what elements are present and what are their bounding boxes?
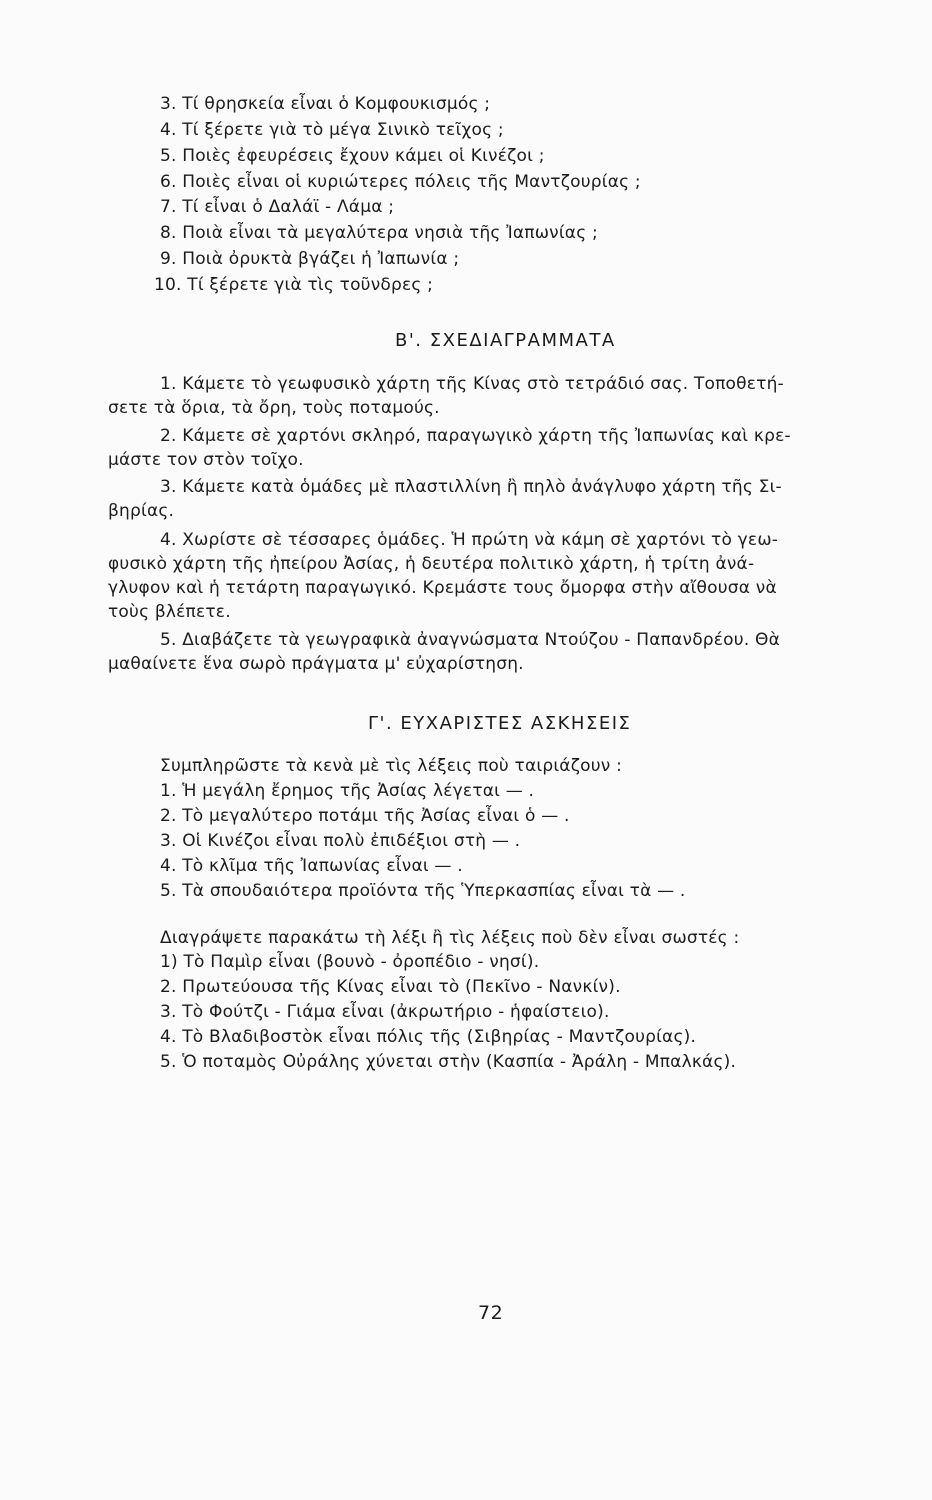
- fill-item-5: 5. Τὰ σπουδαιότερα προϊόντα τῆς Ὑπερκασπίας εἶναι τὰ — .: [160, 881, 686, 901]
- section-b-line-7: 4. Χωρίστε σὲ τέσσαρες ὁμάδες. Ἡ πρώτη νὰ κάμη σὲ χαρτόνι τὸ γεω-: [160, 530, 779, 550]
- cross-item-3: 3. Τὸ Φούτζι - Γιάμα εἶναι (ἀκρωτήριο - ἡφαίστειο).: [160, 1002, 610, 1022]
- fill-item-4: 4. Τὸ κλῖμα τῆς Ἰαπωνίας εἶναι — .: [160, 856, 463, 876]
- section-b-line-11: 5. Διαβάζετε τὰ γεωγραφικὰ ἀναγνώσματα Ντούζου - Παπανδρέου. Θὰ: [160, 630, 781, 650]
- fill-item-2: 2. Τὸ μεγαλύτερο ποτάμι τῆς Ἀσίας εἶναι ὁ — .: [160, 806, 570, 826]
- section-b-line-10: τοὺς βλέπετε.: [108, 602, 231, 622]
- question-4: 4. Τί ξέρετε γιὰ τὸ μέγα Σινικὸ τεῖχος ;: [160, 120, 504, 140]
- section-b-line-12: μαθαίνετε ἕνα σωρὸ πράγματα μ' εὐχαρίστηση.: [108, 654, 524, 674]
- cross-item-1: 1) Τὸ Παμὶρ εἶναι (βουνὸ - ὀροπέδιο - νησί).: [160, 952, 540, 972]
- cross-item-5: 5. Ὁ ποταμὸς Οὐράλης χύνεται στὴν (Κασπία - Ἀράλη - Μπαλκάς).: [160, 1052, 737, 1072]
- section-b-line-3: 2. Κάμετε σὲ χαρτόνι σκληρό, παραγωγικὸ χάρτη τῆς Ἰαπωνίας καὶ κρε-: [160, 426, 791, 446]
- section-b-line-8: φυσικὸ χάρτη τῆς ἠπείρου Ἀσίας, ἡ δευτέρα πολιτικὸ χάρτη, ἡ τρίτη ἀνά-: [108, 554, 755, 574]
- section-b-line-9: γλυφον καὶ ἡ τετάρτη παραγωγικό. Κρεμάστε τους ὄμορφα στὴν αἴθουσα νὰ: [108, 578, 777, 598]
- section-b-line-5: 3. Κάμετε κατὰ ὁμάδες μὲ πλαστιλλίνη ἢ πηλὸ ἀνάγλυφο χάρτη τῆς Σι-: [160, 477, 782, 497]
- section-b-line-2: σετε τὰ ὅρια, τὰ ὄρη, τοὺς ποταμούς.: [108, 398, 440, 418]
- cross-intro: Διαγράψετε παρακάτω τὴ λέξι ἢ τὶς λέξεις ποὺ δὲν εἶναι σωστές :: [160, 928, 740, 948]
- question-3: 3. Τί θρησκεία εἶναι ὁ Κομφουκισμός ;: [160, 94, 491, 114]
- section-c-heading: Γ'. ΕΥΧΑΡΙΣΤΕΣ ΑΣΚΗΣΕΙΣ: [368, 713, 632, 734]
- question-10: 10. Τί ξέρετε γιὰ τὶς τοῦνδρες ;: [154, 275, 434, 295]
- section-b-line-6: βηρίας.: [108, 501, 175, 521]
- cross-item-2: 2. Πρωτεύουσα τῆς Κίνας εἶναι τὸ (Πεκῖνο - Νανκίν).: [160, 977, 621, 997]
- section-b-line-4: μάστε τον στὸν τοῖχο.: [108, 450, 304, 470]
- question-8: 8. Ποιὰ εἶναι τὰ μεγαλύτερα νησιὰ τῆς Ἰαπωνίας ;: [160, 223, 598, 243]
- fill-item-1: 1. Ἡ μεγάλη ἔρημος τῆς Ἀσίας λέγεται — .: [160, 781, 535, 801]
- cross-item-4: 4. Τὸ Βλαδιβοστὸκ εἶναι πόλις τῆς (Σιβηρίας - Μαντζουρίας).: [160, 1027, 697, 1047]
- question-7: 7. Τί εἶναι ὁ Δαλάϊ - Λάμα ;: [160, 197, 395, 217]
- fill-item-3: 3. Οἱ Κινέζοι εἶναι πολὺ ἐπιδέξιοι στὴ — .: [160, 831, 521, 851]
- question-9: 9. Ποιὰ ὀρυκτὰ βγάζει ἡ Ἰαπωνία ;: [160, 249, 460, 269]
- section-b-line-1-text: 1. Κάμετε τὸ γεωφυσικὸ χάρτη τῆς Κίνας στὸ τετράδιό σας. Τοποθετή-: [160, 374, 784, 394]
- section-b-line-1: [160, 372, 864, 396]
- section-b-heading: Β'. ΣΧΕΔΙΑΓΡΑΜΜΑΤΑ: [395, 330, 616, 351]
- question-6: 6. Ποιὲς εἶναι οἱ κυριώτερες πόλεις τῆς Μαντζουρίας ;: [160, 172, 641, 192]
- page-number: 72: [478, 1302, 504, 1324]
- fill-intro: Συμπληρῶστε τὰ κενὰ μὲ τὶς λέξεις ποὺ ταιριάζουν :: [160, 756, 623, 776]
- question-5: 5. Ποιὲς ἐφευρέσεις ἔχουν κάμει οἱ Κινέζοι ;: [160, 146, 545, 166]
